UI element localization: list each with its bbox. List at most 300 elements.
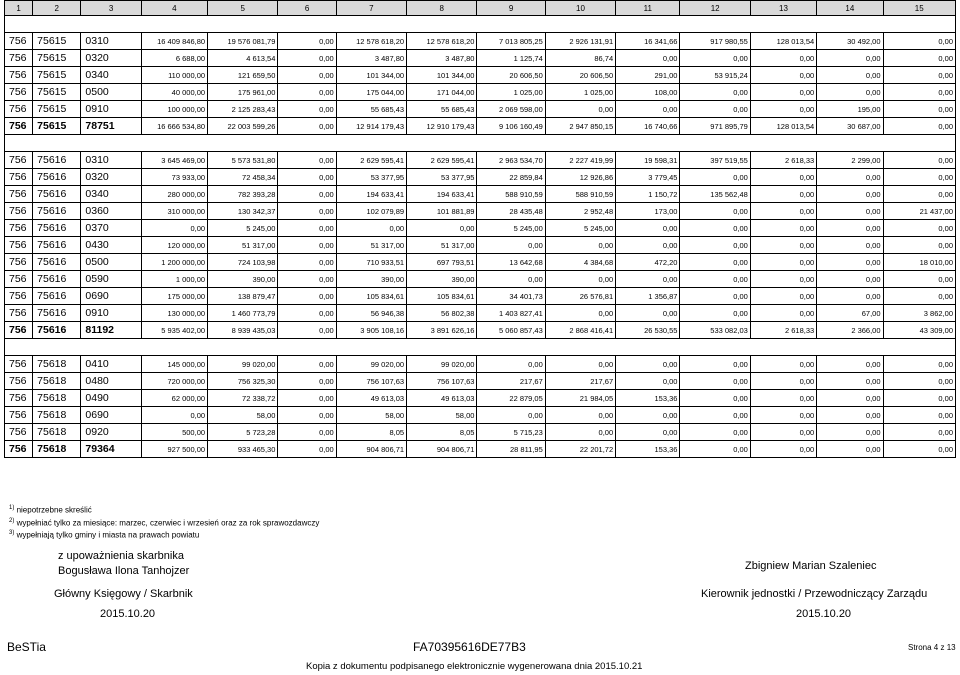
table-cell: 99 020,00 bbox=[407, 356, 477, 373]
table-cell: 30 687,00 bbox=[817, 118, 883, 135]
table-cell: 79364 bbox=[81, 441, 141, 458]
table-cell: 0310 bbox=[81, 33, 141, 50]
table-cell: 28 435,48 bbox=[477, 203, 545, 220]
table-cell: 195,00 bbox=[817, 101, 883, 118]
table-cell: 2 299,00 bbox=[817, 152, 883, 169]
table-cell: 0,00 bbox=[477, 407, 545, 424]
table-cell: 100 000,00 bbox=[141, 101, 207, 118]
table-cell: 99 020,00 bbox=[336, 356, 406, 373]
table-cell: 75616 bbox=[33, 305, 81, 322]
table-cell: 2 618,33 bbox=[750, 152, 816, 169]
table-cell: 75616 bbox=[33, 203, 81, 220]
footnote-mark: 2) bbox=[9, 517, 15, 524]
table-cell: 756 bbox=[5, 220, 33, 237]
table-cell: 0,00 bbox=[680, 271, 750, 288]
table-cell: 0,00 bbox=[817, 271, 883, 288]
table-cell: 0,00 bbox=[680, 50, 750, 67]
table-cell: 19 598,31 bbox=[616, 152, 680, 169]
table-cell: 0,00 bbox=[278, 50, 336, 67]
table-cell: 28 811,95 bbox=[477, 441, 545, 458]
table-cell: 0,00 bbox=[407, 220, 477, 237]
header-cell: 1 bbox=[5, 1, 33, 16]
table-row bbox=[5, 407, 956, 424]
footnote-mark: 3) bbox=[9, 530, 15, 537]
table-cell: 927 500,00 bbox=[141, 441, 207, 458]
table-cell: 20 606,50 bbox=[477, 67, 545, 84]
table-cell: 75616 bbox=[33, 169, 81, 186]
table-cell: 756 107,63 bbox=[336, 373, 406, 390]
table-cell: 72 338,72 bbox=[208, 390, 278, 407]
table-cell: 756 bbox=[5, 186, 33, 203]
table-cell: 5 060 857,43 bbox=[477, 322, 545, 339]
table-cell: 0340 bbox=[81, 67, 141, 84]
table-cell: 533 082,03 bbox=[680, 322, 750, 339]
table-cell: 75616 bbox=[33, 288, 81, 305]
table-cell: 0,00 bbox=[545, 101, 615, 118]
table-row bbox=[5, 305, 956, 322]
table-cell: 1 000,00 bbox=[141, 271, 207, 288]
sign-right-date: 2015.10.20 bbox=[796, 608, 852, 620]
table-cell: 0,00 bbox=[817, 254, 883, 271]
table-cell: 756 bbox=[5, 254, 33, 271]
table-cell: 0,00 bbox=[680, 305, 750, 322]
table-cell: 3 862,00 bbox=[883, 305, 955, 322]
table-cell: 0,00 bbox=[750, 288, 816, 305]
table-cell: 21 984,05 bbox=[545, 390, 615, 407]
table-cell: 12 914 179,43 bbox=[336, 118, 406, 135]
table-cell: 0,00 bbox=[750, 101, 816, 118]
table-cell: 0,00 bbox=[817, 203, 883, 220]
table-cell: 0910 bbox=[81, 101, 141, 118]
table-cell: 0,00 bbox=[545, 271, 615, 288]
table-cell: 2 125 283,43 bbox=[208, 101, 278, 118]
table-cell: 0,00 bbox=[750, 50, 816, 67]
table-cell: 756 bbox=[5, 373, 33, 390]
table-cell: 0,00 bbox=[883, 288, 955, 305]
table-cell: 138 879,47 bbox=[208, 288, 278, 305]
table-cell: 81192 bbox=[81, 322, 141, 339]
table-cell: 4 384,68 bbox=[545, 254, 615, 271]
table-cell: 171 044,00 bbox=[407, 84, 477, 101]
header-cell: 13 bbox=[750, 1, 816, 16]
table-cell: 75616 bbox=[33, 220, 81, 237]
table-cell: 1 200 000,00 bbox=[141, 254, 207, 271]
table-cell: 3 645 469,00 bbox=[141, 152, 207, 169]
footer-copy-note: Kopia z dokumentu podpisanego elektronicznie wygenerowana dnia 2015.10.21 bbox=[306, 661, 643, 672]
table-cell: 756 bbox=[5, 305, 33, 322]
table-cell: 0,00 bbox=[336, 220, 406, 237]
table-cell: 0,00 bbox=[883, 169, 955, 186]
table-cell: 16 409 846,80 bbox=[141, 33, 207, 50]
table-cell: 55 685,43 bbox=[407, 101, 477, 118]
table-cell: 2 629 595,41 bbox=[336, 152, 406, 169]
table-cell: 0320 bbox=[81, 169, 141, 186]
table-cell: 53 915,24 bbox=[680, 67, 750, 84]
table-cell: 2 926 131,91 bbox=[545, 33, 615, 50]
table-row-total bbox=[5, 441, 956, 458]
table-cell: 756 bbox=[5, 203, 33, 220]
table-cell: 75616 bbox=[33, 237, 81, 254]
table-cell: 153,36 bbox=[616, 441, 680, 458]
table-cell: 697 793,51 bbox=[407, 254, 477, 271]
table-cell: 53 377,95 bbox=[407, 169, 477, 186]
table-cell: 22 201,72 bbox=[545, 441, 615, 458]
table-cell: 72 458,34 bbox=[208, 169, 278, 186]
table-cell: 130 342,37 bbox=[208, 203, 278, 220]
table-cell: 500,00 bbox=[141, 424, 207, 441]
table-cell: 0,00 bbox=[278, 356, 336, 373]
table-cell: 0,00 bbox=[680, 441, 750, 458]
table-cell: 75616 bbox=[33, 152, 81, 169]
table-cell: 12 910 179,43 bbox=[407, 118, 477, 135]
footnote bbox=[9, 503, 319, 516]
table-cell: 0,00 bbox=[616, 424, 680, 441]
table-cell: 0,00 bbox=[883, 220, 955, 237]
table-cell: 1 460 773,79 bbox=[208, 305, 278, 322]
table-cell: 0,00 bbox=[278, 67, 336, 84]
table-cell: 0,00 bbox=[750, 271, 816, 288]
table-cell: 40 000,00 bbox=[141, 84, 207, 101]
table-cell: 0500 bbox=[81, 84, 141, 101]
table-cell: 756 bbox=[5, 33, 33, 50]
table-cell: 2 868 416,41 bbox=[545, 322, 615, 339]
table-cell: 724 103,98 bbox=[208, 254, 278, 271]
table-cell: 0,00 bbox=[750, 390, 816, 407]
table-cell: 0,00 bbox=[278, 407, 336, 424]
table-row bbox=[5, 424, 956, 441]
sign-left-role: Główny Księgowy / Skarbnik bbox=[54, 588, 193, 600]
table-cell: 75618 bbox=[33, 407, 81, 424]
table-cell: 0,00 bbox=[680, 356, 750, 373]
table-cell: 2 227 419,99 bbox=[545, 152, 615, 169]
table-cell: 756 107,63 bbox=[407, 373, 477, 390]
sign-left-line1: z upoważnienia skarbnika bbox=[58, 550, 184, 562]
table-cell: 173,00 bbox=[616, 203, 680, 220]
table-cell: 1 403 827,41 bbox=[477, 305, 545, 322]
table-cell: 0,00 bbox=[545, 424, 615, 441]
group-spacer bbox=[5, 135, 956, 152]
table-cell: 62 000,00 bbox=[141, 390, 207, 407]
table-cell: 1 356,87 bbox=[616, 288, 680, 305]
table-cell: 16 666 534,80 bbox=[141, 118, 207, 135]
table-cell: 75618 bbox=[33, 373, 81, 390]
table-cell: 0,00 bbox=[477, 271, 545, 288]
table-cell: 16 740,66 bbox=[616, 118, 680, 135]
table-row bbox=[5, 152, 956, 169]
table-cell: 0,00 bbox=[883, 373, 955, 390]
table-cell: 2 947 850,15 bbox=[545, 118, 615, 135]
table-cell: 917 980,55 bbox=[680, 33, 750, 50]
table-cell: 175 044,00 bbox=[336, 84, 406, 101]
table-cell: 19 576 081,79 bbox=[208, 33, 278, 50]
table-cell: 0,00 bbox=[883, 186, 955, 203]
table-cell: 34 401,73 bbox=[477, 288, 545, 305]
table-cell: 0,00 bbox=[750, 186, 816, 203]
table-cell: 0,00 bbox=[750, 407, 816, 424]
table-cell: 18 010,00 bbox=[883, 254, 955, 271]
table-cell: 5 935 402,00 bbox=[141, 322, 207, 339]
table-row bbox=[5, 84, 956, 101]
table-cell: 58,00 bbox=[407, 407, 477, 424]
table-cell: 3 487,80 bbox=[336, 50, 406, 67]
table-cell: 0,00 bbox=[545, 356, 615, 373]
table-row bbox=[5, 271, 956, 288]
table-cell: 0,00 bbox=[883, 118, 955, 135]
sign-left-date: 2015.10.20 bbox=[100, 608, 156, 620]
table-cell: 756 bbox=[5, 67, 33, 84]
table-cell: 720 000,00 bbox=[141, 373, 207, 390]
table-cell: 0500 bbox=[81, 254, 141, 271]
sign-right-name: Zbigniew Marian Szaleniec bbox=[745, 560, 877, 572]
table-cell: 43 309,00 bbox=[883, 322, 955, 339]
table-cell: 390,00 bbox=[407, 271, 477, 288]
table-cell: 22 859,84 bbox=[477, 169, 545, 186]
table-cell: 56 946,38 bbox=[336, 305, 406, 322]
table-cell: 153,36 bbox=[616, 390, 680, 407]
table-cell: 756 bbox=[5, 50, 33, 67]
table-cell: 101 344,00 bbox=[407, 67, 477, 84]
table-cell: 0340 bbox=[81, 186, 141, 203]
table-cell: 108,00 bbox=[616, 84, 680, 101]
footnote-text: wypełniają tylko gminy i miasta na prawach powiatu bbox=[16, 530, 200, 540]
table-cell: 217,67 bbox=[477, 373, 545, 390]
table-cell: 121 659,50 bbox=[208, 67, 278, 84]
table-row-total bbox=[5, 118, 956, 135]
table-cell: 397 519,55 bbox=[680, 152, 750, 169]
table-cell: 390,00 bbox=[336, 271, 406, 288]
header-cell: 4 bbox=[141, 1, 207, 16]
table-cell: 904 806,71 bbox=[407, 441, 477, 458]
table-cell: 128 013,54 bbox=[750, 118, 816, 135]
table-cell: 120 000,00 bbox=[141, 237, 207, 254]
table-cell: 310 000,00 bbox=[141, 203, 207, 220]
table-cell: 75615 bbox=[33, 101, 81, 118]
table-cell: 75616 bbox=[33, 254, 81, 271]
table-cell: 0,00 bbox=[141, 407, 207, 424]
table-cell: 0,00 bbox=[616, 101, 680, 118]
table-cell: 0,00 bbox=[883, 84, 955, 101]
table-cell: 12 926,86 bbox=[545, 169, 615, 186]
table-cell: 0,00 bbox=[817, 169, 883, 186]
table-cell: 0,00 bbox=[278, 305, 336, 322]
table-cell: 51 317,00 bbox=[336, 237, 406, 254]
table-cell: 0,00 bbox=[278, 288, 336, 305]
table-cell: 5 573 531,80 bbox=[208, 152, 278, 169]
group-spacer bbox=[5, 16, 956, 33]
table-cell: 0,00 bbox=[278, 441, 336, 458]
table-cell: 12 578 618,20 bbox=[336, 33, 406, 50]
header-cell: 9 bbox=[477, 1, 545, 16]
table-cell: 0,00 bbox=[750, 441, 816, 458]
table-cell: 194 633,41 bbox=[336, 186, 406, 203]
table-cell: 0,00 bbox=[750, 356, 816, 373]
table-cell: 0430 bbox=[81, 237, 141, 254]
table-cell: 0,00 bbox=[817, 237, 883, 254]
table-cell: 0,00 bbox=[278, 101, 336, 118]
table-cell: 3 779,45 bbox=[616, 169, 680, 186]
table-cell: 9 106 160,49 bbox=[477, 118, 545, 135]
table-row bbox=[5, 288, 956, 305]
spacer-cell bbox=[5, 339, 956, 356]
table-row bbox=[5, 50, 956, 67]
table-cell: 3 905 108,16 bbox=[336, 322, 406, 339]
table-cell: 0,00 bbox=[817, 424, 883, 441]
table-cell: 7 013 805,25 bbox=[477, 33, 545, 50]
table-cell: 756 bbox=[5, 356, 33, 373]
table-cell: 0,00 bbox=[616, 356, 680, 373]
table-cell: 0,00 bbox=[883, 441, 955, 458]
table-cell: 0,00 bbox=[817, 50, 883, 67]
table-row bbox=[5, 254, 956, 271]
table-cell: 0360 bbox=[81, 203, 141, 220]
table-cell: 0,00 bbox=[817, 186, 883, 203]
header-cell: 6 bbox=[278, 1, 336, 16]
footnote-text: niepotrzebne skreślić bbox=[16, 505, 92, 515]
table-cell: 86,74 bbox=[545, 50, 615, 67]
table-cell: 0,00 bbox=[616, 237, 680, 254]
table-cell: 130 000,00 bbox=[141, 305, 207, 322]
table-cell: 0480 bbox=[81, 373, 141, 390]
table-cell: 0,00 bbox=[616, 407, 680, 424]
table-cell: 75615 bbox=[33, 33, 81, 50]
group-spacer bbox=[5, 339, 956, 356]
table-cell: 0,00 bbox=[817, 67, 883, 84]
table-cell: 49 613,03 bbox=[336, 390, 406, 407]
header-cell: 10 bbox=[545, 1, 615, 16]
table-cell: 2 629 595,41 bbox=[407, 152, 477, 169]
table-cell: 0,00 bbox=[817, 220, 883, 237]
table-cell: 217,67 bbox=[545, 373, 615, 390]
table-cell: 0,00 bbox=[750, 169, 816, 186]
table-cell: 101 881,89 bbox=[407, 203, 477, 220]
table-cell: 0920 bbox=[81, 424, 141, 441]
table-cell: 0,00 bbox=[817, 356, 883, 373]
table-cell: 0,00 bbox=[278, 186, 336, 203]
table-cell: 0,00 bbox=[680, 84, 750, 101]
table-cell: 55 685,43 bbox=[336, 101, 406, 118]
table-cell: 0,00 bbox=[883, 271, 955, 288]
table-cell: 2 618,33 bbox=[750, 322, 816, 339]
table-cell: 0,00 bbox=[750, 305, 816, 322]
table-cell: 756 bbox=[5, 118, 33, 135]
table-cell: 0,00 bbox=[817, 407, 883, 424]
table-cell: 75616 bbox=[33, 322, 81, 339]
table-cell: 0410 bbox=[81, 356, 141, 373]
table-row bbox=[5, 186, 956, 203]
table-cell: 0,00 bbox=[680, 203, 750, 220]
table-cell: 0,00 bbox=[616, 271, 680, 288]
table-cell: 0370 bbox=[81, 220, 141, 237]
table-cell: 102 079,89 bbox=[336, 203, 406, 220]
header-cell: 15 bbox=[883, 1, 955, 16]
table-cell: 0,00 bbox=[883, 33, 955, 50]
table-cell: 0,00 bbox=[883, 356, 955, 373]
table-cell: 51 317,00 bbox=[208, 237, 278, 254]
sign-right-role: Kierownik jednostki / Przewodniczący Zarządu bbox=[701, 588, 928, 600]
table-cell: 0,00 bbox=[817, 288, 883, 305]
table-cell: 0,00 bbox=[477, 237, 545, 254]
table-cell: 2 963 534,70 bbox=[477, 152, 545, 169]
table-cell: 0,00 bbox=[680, 390, 750, 407]
table-cell: 58,00 bbox=[208, 407, 278, 424]
table-cell: 0,00 bbox=[278, 152, 336, 169]
table-cell: 2 366,00 bbox=[817, 322, 883, 339]
table-cell: 0,00 bbox=[278, 220, 336, 237]
table-cell: 0,00 bbox=[278, 322, 336, 339]
table-cell: 135 562,48 bbox=[680, 186, 750, 203]
table-cell: 756 bbox=[5, 152, 33, 169]
table-row bbox=[5, 373, 956, 390]
table-cell: 5 723,28 bbox=[208, 424, 278, 441]
table-cell: 20 606,50 bbox=[545, 67, 615, 84]
table-cell: 175 000,00 bbox=[141, 288, 207, 305]
table-cell: 0,00 bbox=[680, 237, 750, 254]
table-cell: 75618 bbox=[33, 424, 81, 441]
table-row bbox=[5, 390, 956, 407]
table-cell: 0,00 bbox=[750, 220, 816, 237]
table-cell: 0,00 bbox=[750, 424, 816, 441]
table-cell: 75618 bbox=[33, 356, 81, 373]
table-cell: 0,00 bbox=[883, 152, 955, 169]
table-cell: 8,05 bbox=[336, 424, 406, 441]
table-cell: 67,00 bbox=[817, 305, 883, 322]
table-cell: 0,00 bbox=[680, 424, 750, 441]
table-cell: 0,00 bbox=[278, 33, 336, 50]
table-cell: 0,00 bbox=[883, 237, 955, 254]
table-cell: 0690 bbox=[81, 288, 141, 305]
table-cell: 1 150,72 bbox=[616, 186, 680, 203]
header-cell: 5 bbox=[208, 1, 278, 16]
spacer-cell bbox=[5, 16, 956, 33]
table-cell: 78751 bbox=[81, 118, 141, 135]
table-cell: 0,00 bbox=[278, 237, 336, 254]
table-row bbox=[5, 203, 956, 220]
table-cell: 5 715,23 bbox=[477, 424, 545, 441]
table-cell: 0,00 bbox=[817, 373, 883, 390]
table-cell: 51 317,00 bbox=[407, 237, 477, 254]
table-cell: 0,00 bbox=[616, 50, 680, 67]
table-cell: 105 834,61 bbox=[407, 288, 477, 305]
table-cell: 756 bbox=[5, 441, 33, 458]
header-cell: 3 bbox=[81, 1, 141, 16]
table-cell: 145 000,00 bbox=[141, 356, 207, 373]
footnote-mark: 1) bbox=[9, 505, 15, 511]
table-cell: 0,00 bbox=[680, 220, 750, 237]
table-cell: 75615 bbox=[33, 84, 81, 101]
table-cell: 0,00 bbox=[883, 50, 955, 67]
table-cell: 0,00 bbox=[750, 67, 816, 84]
table-cell: 26 530,55 bbox=[616, 322, 680, 339]
table-cell: 99 020,00 bbox=[208, 356, 278, 373]
table-cell: 22 003 599,26 bbox=[208, 118, 278, 135]
table-cell: 0,00 bbox=[680, 169, 750, 186]
table-cell: 4 613,54 bbox=[208, 50, 278, 67]
table-cell: 128 013,54 bbox=[750, 33, 816, 50]
table-cell: 0,00 bbox=[278, 390, 336, 407]
table-cell: 710 933,51 bbox=[336, 254, 406, 271]
table-cell: 56 802,38 bbox=[407, 305, 477, 322]
table-row bbox=[5, 33, 956, 50]
table-cell: 75616 bbox=[33, 186, 81, 203]
table-cell: 58,00 bbox=[336, 407, 406, 424]
header-cell: 12 bbox=[680, 1, 750, 16]
table-cell: 756 bbox=[5, 288, 33, 305]
footer-app: BeSTia bbox=[7, 640, 46, 654]
header-cell: 7 bbox=[336, 1, 406, 16]
table-row bbox=[5, 237, 956, 254]
table-cell: 0690 bbox=[81, 407, 141, 424]
table-cell: 21 437,00 bbox=[883, 203, 955, 220]
